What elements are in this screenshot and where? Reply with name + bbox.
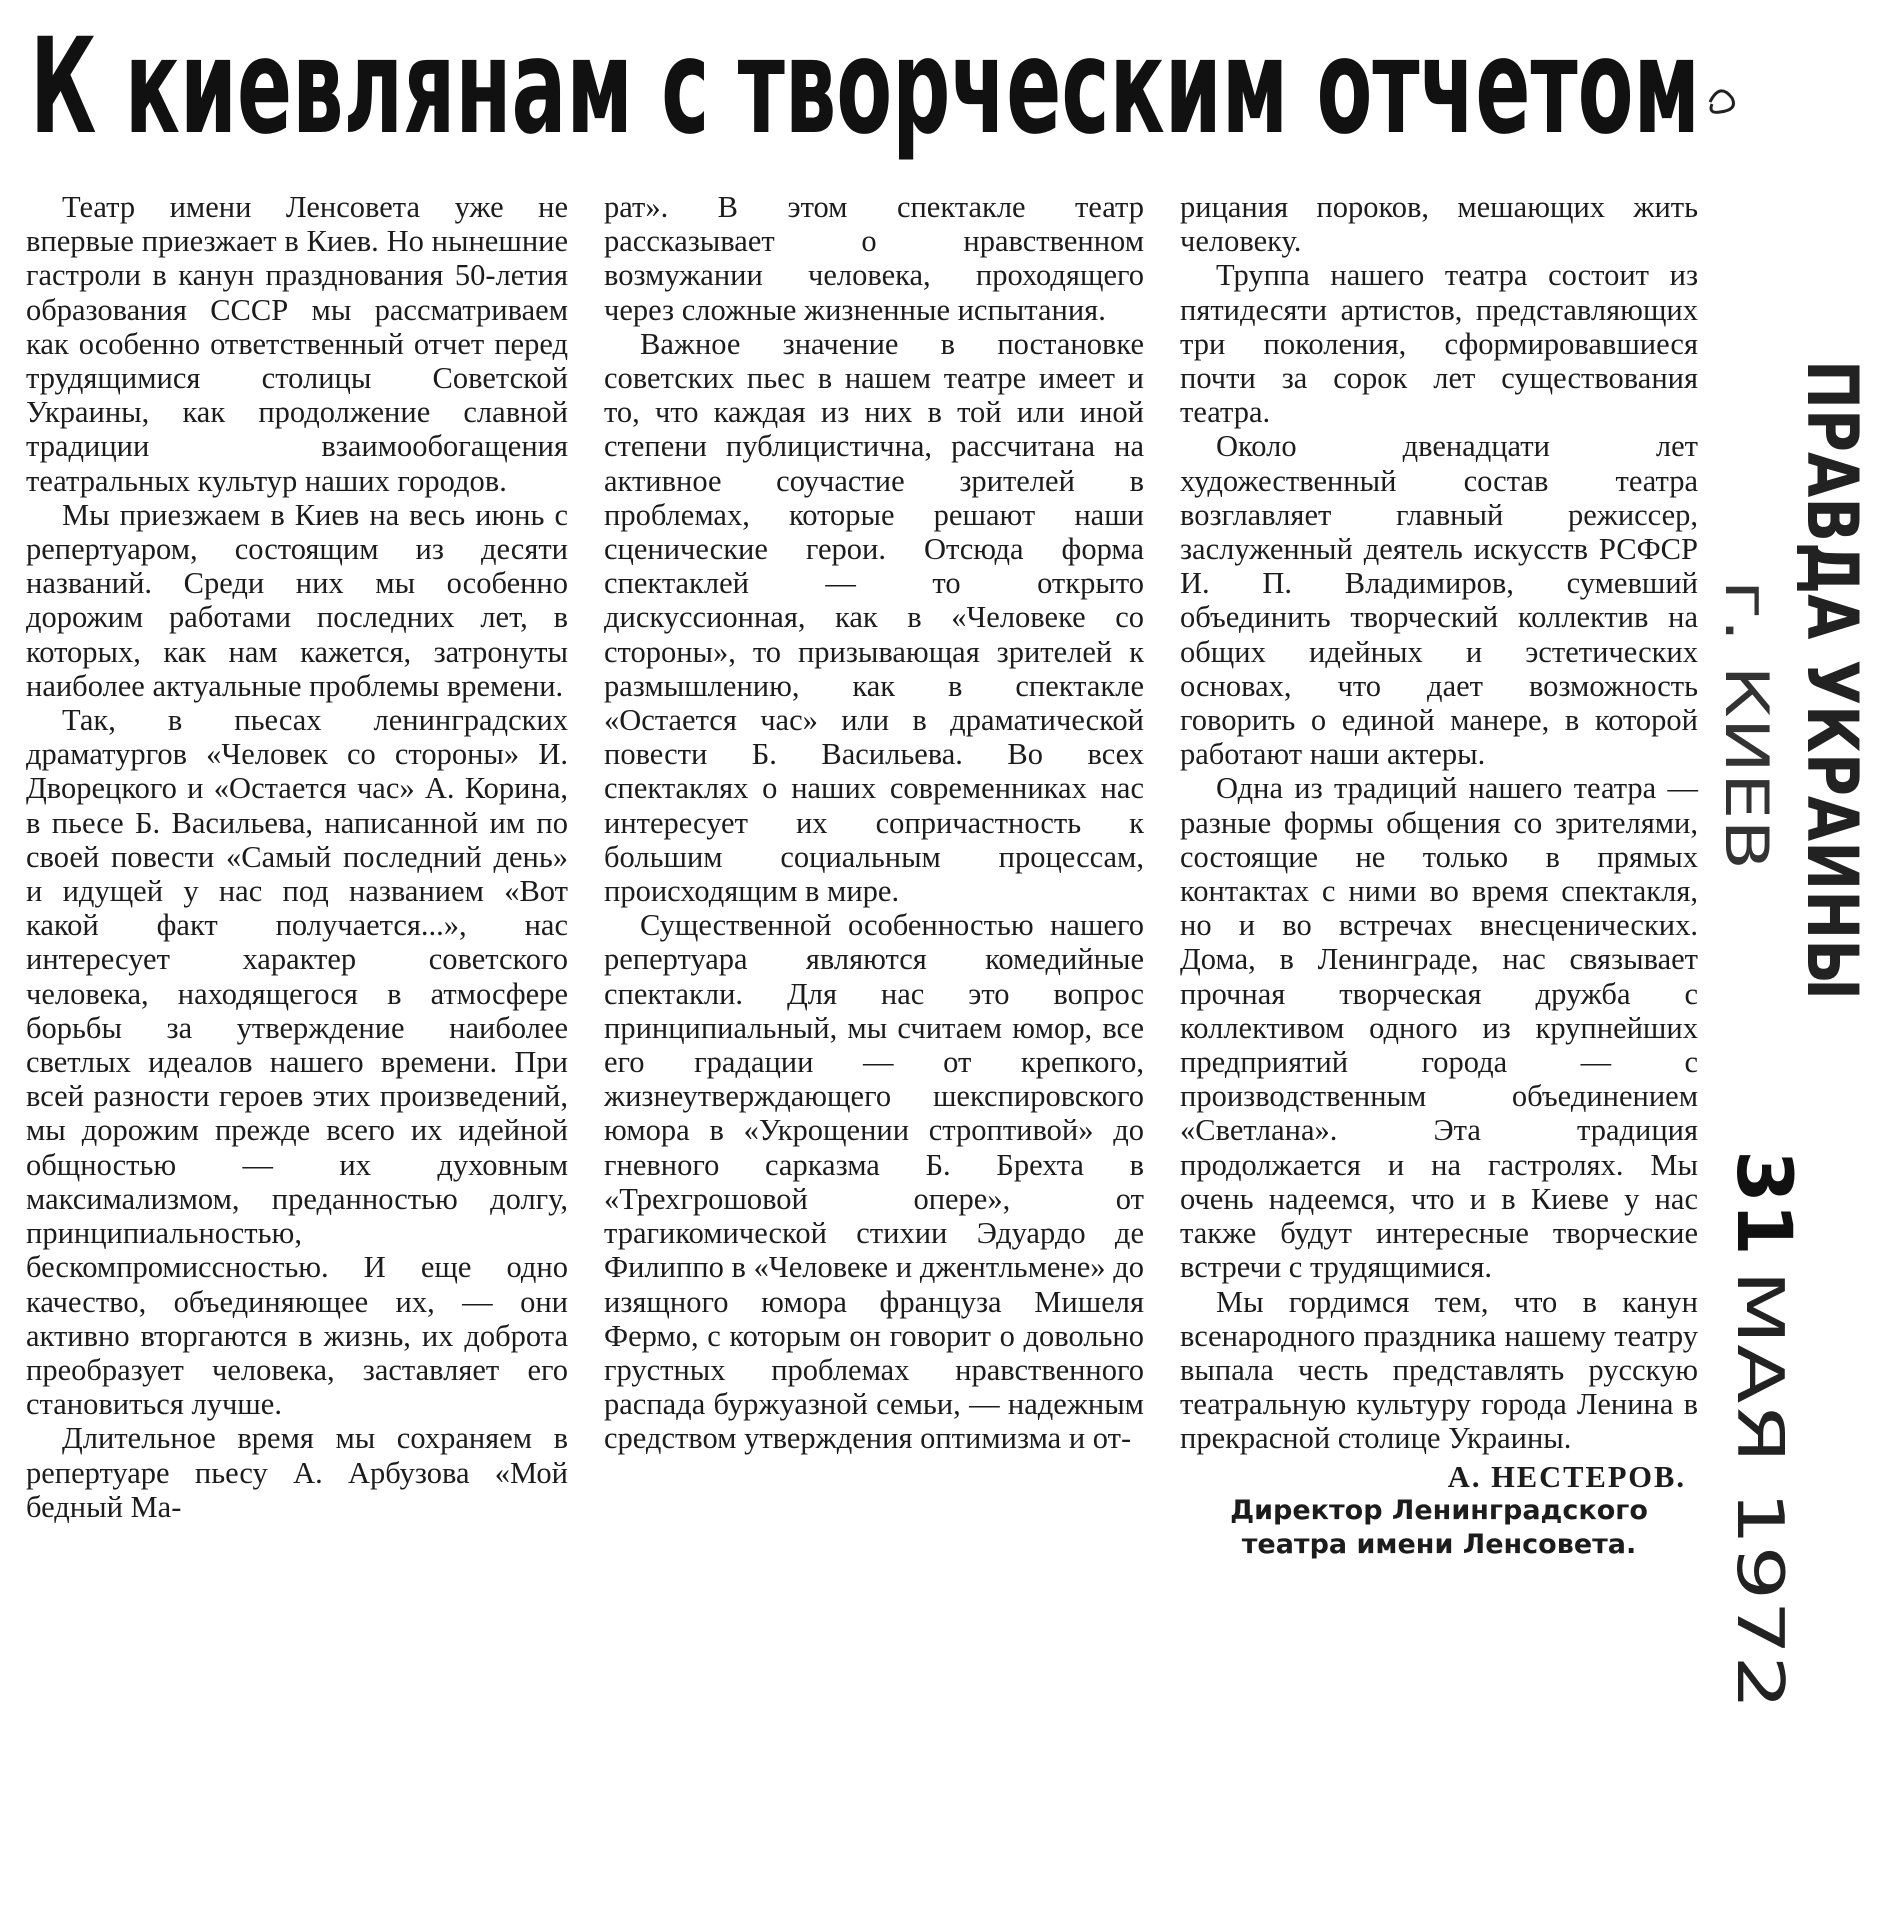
paragraph: рицания пороков, мешающих жить человеку.	[1180, 190, 1698, 259]
paragraph: рат». В этом спектакле театр рассказывает о нравственном возмужании человека, проходящего через сложные жизненные испытания.	[604, 190, 1144, 327]
stamp-day: 31	[1720, 1150, 1809, 1256]
paragraph: Мы гордимся тем, что в канун всенародного праздника нашему театру выпала честь представлять русскую театральную культуру города Ленина в прекрасной столице Украины.	[1180, 1284, 1698, 1456]
paragraph: Мы приезжаем в Киев на весь июнь с репертуаром, состоящим из десяти названий. Среди них мы особенно дорожим работами последних лет, в которых, как нам кажется, затронуты наиболее актуальные проблемы времени.	[26, 497, 568, 703]
stamp-month-year: МАЯ 1972	[1722, 1270, 1796, 1597]
signature	[1180, 1460, 1698, 1562]
column-1	[26, 190, 568, 1524]
stamp-masthead: ПРАВДА УКРАИНЫ	[1791, 360, 1873, 1125]
paragraph: Труппа нашего театра состоит из пятидесяти артистов, представляющих три поколения, сформировавшиеся почти за сорок лет существования театра.	[1180, 258, 1698, 430]
column-2	[604, 190, 1144, 1456]
column-3	[1180, 190, 1698, 1562]
paragraph: Так, в пьесах ленинградских драматургов «Человек со стороны» И. Дворецкого и «Остается час» А. Корина, в пьесе Б. Васильева, написанной им по своей повести «Самый последний день» и идущей у нас под названием «Вот какой факт получается...», нас интересует характер советского человека, находящегося в атмосфере борьбы за утверждение наиболее светлых идеалов нашего времени. При всей разности героев этих произведений, мы дорожим прежде всего их идейной общностью — их духовным максимализмом, преданностью долгу, принципиальностью, бескомпромиссностью. И еще одно качество, объединяющее их, — они активно вторгаются в жизнь, их доброта преобразует человека, заставляет его становиться лучше.	[26, 703, 568, 1422]
paragraph: Театр имени Ленсовета уже не впервые приезжает в Киев. Но нынешние гастроли в канун празднования 50-летия образования СССР мы рассматриваем как особенно ответственный отчет перед трудящимися столицы Советской Украины, как продолжение славной традиции взаимообогащения театральных культур наших городов.	[26, 190, 568, 498]
paragraph: Важное значение в постановке советских пьес в нашем театре имеет и то, что каждая из них в той или иной степени публицистична, рассчитана на активное соучастие зрителей в проблемах, которые решают наши сценические герои. Отсюда форма спектаклей — то открыто дискуссионная, как в «Человеке со стороны», то призывающая зрителей к размышлению, как в спектакле «Остается час» или в драматической повести Б. Васильева. Во всех спектаклях о наших современниках нас интересует их сопричастность к большим социальным процессам, происходящим в мире.	[604, 326, 1144, 909]
paragraph: Одна из традиций нашего театра — разные формы общения со зрителями, состоящие не только в прямых контактах с ними во время спектакля, но и во встречах внесценических. Дома, в Ленинграде, нас связывает прочная творческая дружба с коллективом одного из крупнейших предприятий города — с производственным объединением «Светлана». Эта традиция продолжается и на гастролях. Мы очень надеемся, что и в Киеве у нас также будут интересные творческие встречи с трудящимися.	[1180, 771, 1698, 1285]
author-name: А. НЕСТЕРОВ.	[1447, 1459, 1686, 1494]
paragraph: Около двенадцати лет художественный состав театра возглавляет главный режиссер, заслуженный деятель искусств РСФСР И. П. Владимиров, сумевший объединить творческий коллектив на общих идейных и эстетических основах, что дает возможность говорить о единой манере, в которой работают наши актеры.	[1180, 429, 1698, 772]
paragraph: Существенной особенностью нашего репертуара являются комедийные спектакли. Для нас это вопрос принципиальный, мы считаем юмор, все его градации — от крепкого, жизнеутверждающего шекспировского юмора в «Укрощении строптивой» до гневного сарказма Б. Брехта в «Трехгрошовой опере», от трагикомической стихии Эдуардо де Филиппо в «Человеке и джентльмене» до изящного юмора француза Мишеля Фермо, с которым он говорит о довольно грустных проблемах нравственного распада буржуазной семьи, — надежным средством утверждения оптимизма и от-	[604, 908, 1144, 1456]
stamp-city: г. КИЕВ	[1711, 580, 1781, 817]
date-stamp	[1720, 1150, 1830, 1750]
headline-text: К киевлянам с творческим отчетом	[30, 10, 1700, 164]
pen-mark	[1710, 91, 1734, 112]
headline	[30, 4, 1730, 194]
paragraph: Длительное время мы сохраняем в репертуаре пьесу А. Арбузова «Мой бедный Ма-	[26, 1421, 568, 1524]
author-role: Директор Ленинградского театра имени Ленсовета.	[1230, 1494, 1648, 1560]
